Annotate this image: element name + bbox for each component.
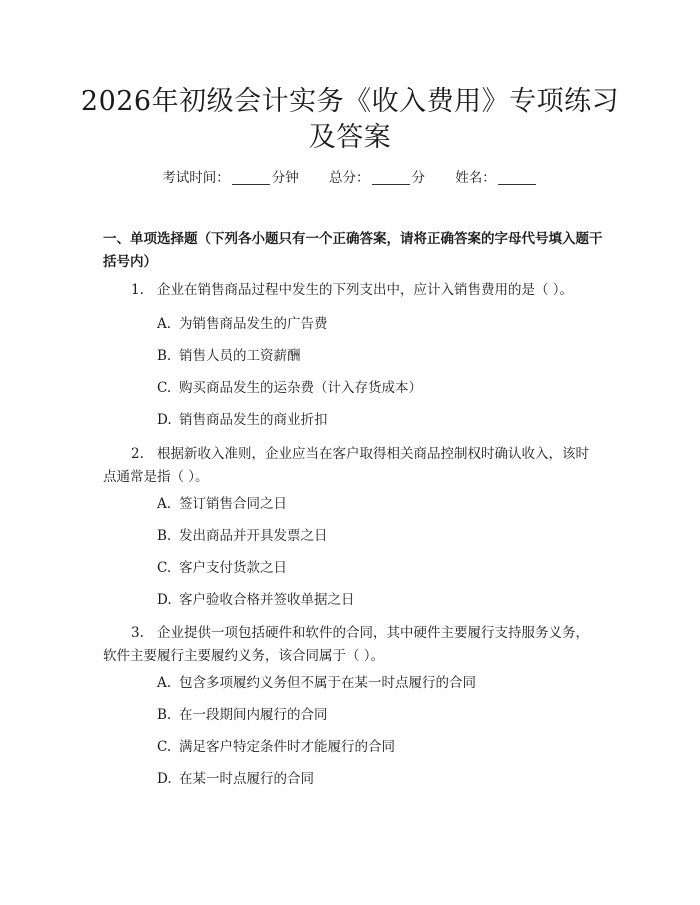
total-score-field <box>329 170 425 186</box>
question-1-option-b <box>157 346 597 366</box>
student-name-blank <box>498 170 536 185</box>
option-text: 满足客户特定条件时才能履行的合同 <box>179 739 395 755</box>
question-text: 根据新收入准则，企业应当在客户取得相关商品控制权时确认收入，该时点通常是指（ ）。 <box>103 446 589 485</box>
option-letter: B. <box>157 528 172 544</box>
document-title-line2: 及答案 <box>308 122 392 153</box>
option-letter: D. <box>157 771 172 787</box>
option-text: 为销售商品发生的广告费 <box>179 316 328 332</box>
question-1-option-c <box>157 378 597 398</box>
question-2-option-b <box>157 526 597 546</box>
option-letter: C. <box>157 560 172 576</box>
question-3-option-c <box>157 737 597 757</box>
question-3-option-b <box>157 705 597 725</box>
question-2-option-a <box>157 494 597 514</box>
option-letter: A. <box>157 316 172 332</box>
question-1 <box>103 279 600 302</box>
total-score-unit: 分 <box>411 170 425 186</box>
student-name-label: 姓名： <box>455 170 496 186</box>
question-2-option-c <box>157 558 597 578</box>
option-text: 包含多项履约义务但不属于在某一时点履行的合同 <box>179 675 476 691</box>
question-3-option-d <box>157 769 597 789</box>
question-number: 2. <box>131 446 144 462</box>
option-text: 销售商品发生的商业折扣 <box>179 412 328 428</box>
option-text: 在一段期间内履行的合同 <box>179 707 328 723</box>
exam-time-field <box>162 170 299 186</box>
question-1-option-d <box>157 410 597 430</box>
exam-time-label: 考试时间： <box>162 170 230 186</box>
question-3-option-a <box>157 673 597 693</box>
option-letter: B. <box>157 348 172 364</box>
option-letter: B. <box>157 707 172 723</box>
option-text: 销售人员的工资薪酬 <box>179 348 301 364</box>
exam-info-line <box>0 168 700 188</box>
option-letter: A. <box>157 496 172 512</box>
question-2-option-d <box>157 590 597 610</box>
question-number: 3. <box>131 625 144 641</box>
question-1-option-a <box>157 314 597 334</box>
option-text: 发出商品并开具发票之日 <box>179 528 328 544</box>
question-text: 企业在销售商品过程中发生的下列支出中，应计入销售费用的是（ ）。 <box>157 282 574 298</box>
total-score-blank <box>372 170 410 185</box>
option-text: 购买商品发生的运杂费（计入存货成本） <box>179 380 422 396</box>
option-letter: C. <box>157 380 172 396</box>
question-2 <box>103 443 600 489</box>
option-letter: C. <box>157 739 172 755</box>
question-3 <box>103 622 600 668</box>
section-heading-single-choice: 一、单项选择题（下列各小题只有一个正确答案，请将正确答案的字母代号填入题干括号内） <box>103 231 603 270</box>
question-number: 1. <box>131 282 144 298</box>
exam-time-unit: 分钟 <box>271 170 299 186</box>
document-title-line1: 2026年初级会计实务《收入费用》专项练习 <box>80 86 620 117</box>
option-text: 签订销售合同之日 <box>179 496 287 512</box>
option-text: 客户验收合格并签收单据之日 <box>179 592 355 608</box>
option-text: 在某一时点履行的合同 <box>179 771 314 787</box>
total-score-label: 总分： <box>329 170 370 186</box>
exam-time-blank <box>232 170 270 185</box>
question-text: 企业提供一项包括硬件和软件的合同，其中硬件主要履行支持服务义务，软件主要履行主要履约义务，该合同属于（ ）。 <box>103 625 589 664</box>
option-letter: D. <box>157 592 172 608</box>
option-letter: D. <box>157 412 172 428</box>
student-name-field <box>455 170 538 186</box>
option-text: 客户支付货款之日 <box>179 560 287 576</box>
option-letter: A. <box>157 675 172 691</box>
